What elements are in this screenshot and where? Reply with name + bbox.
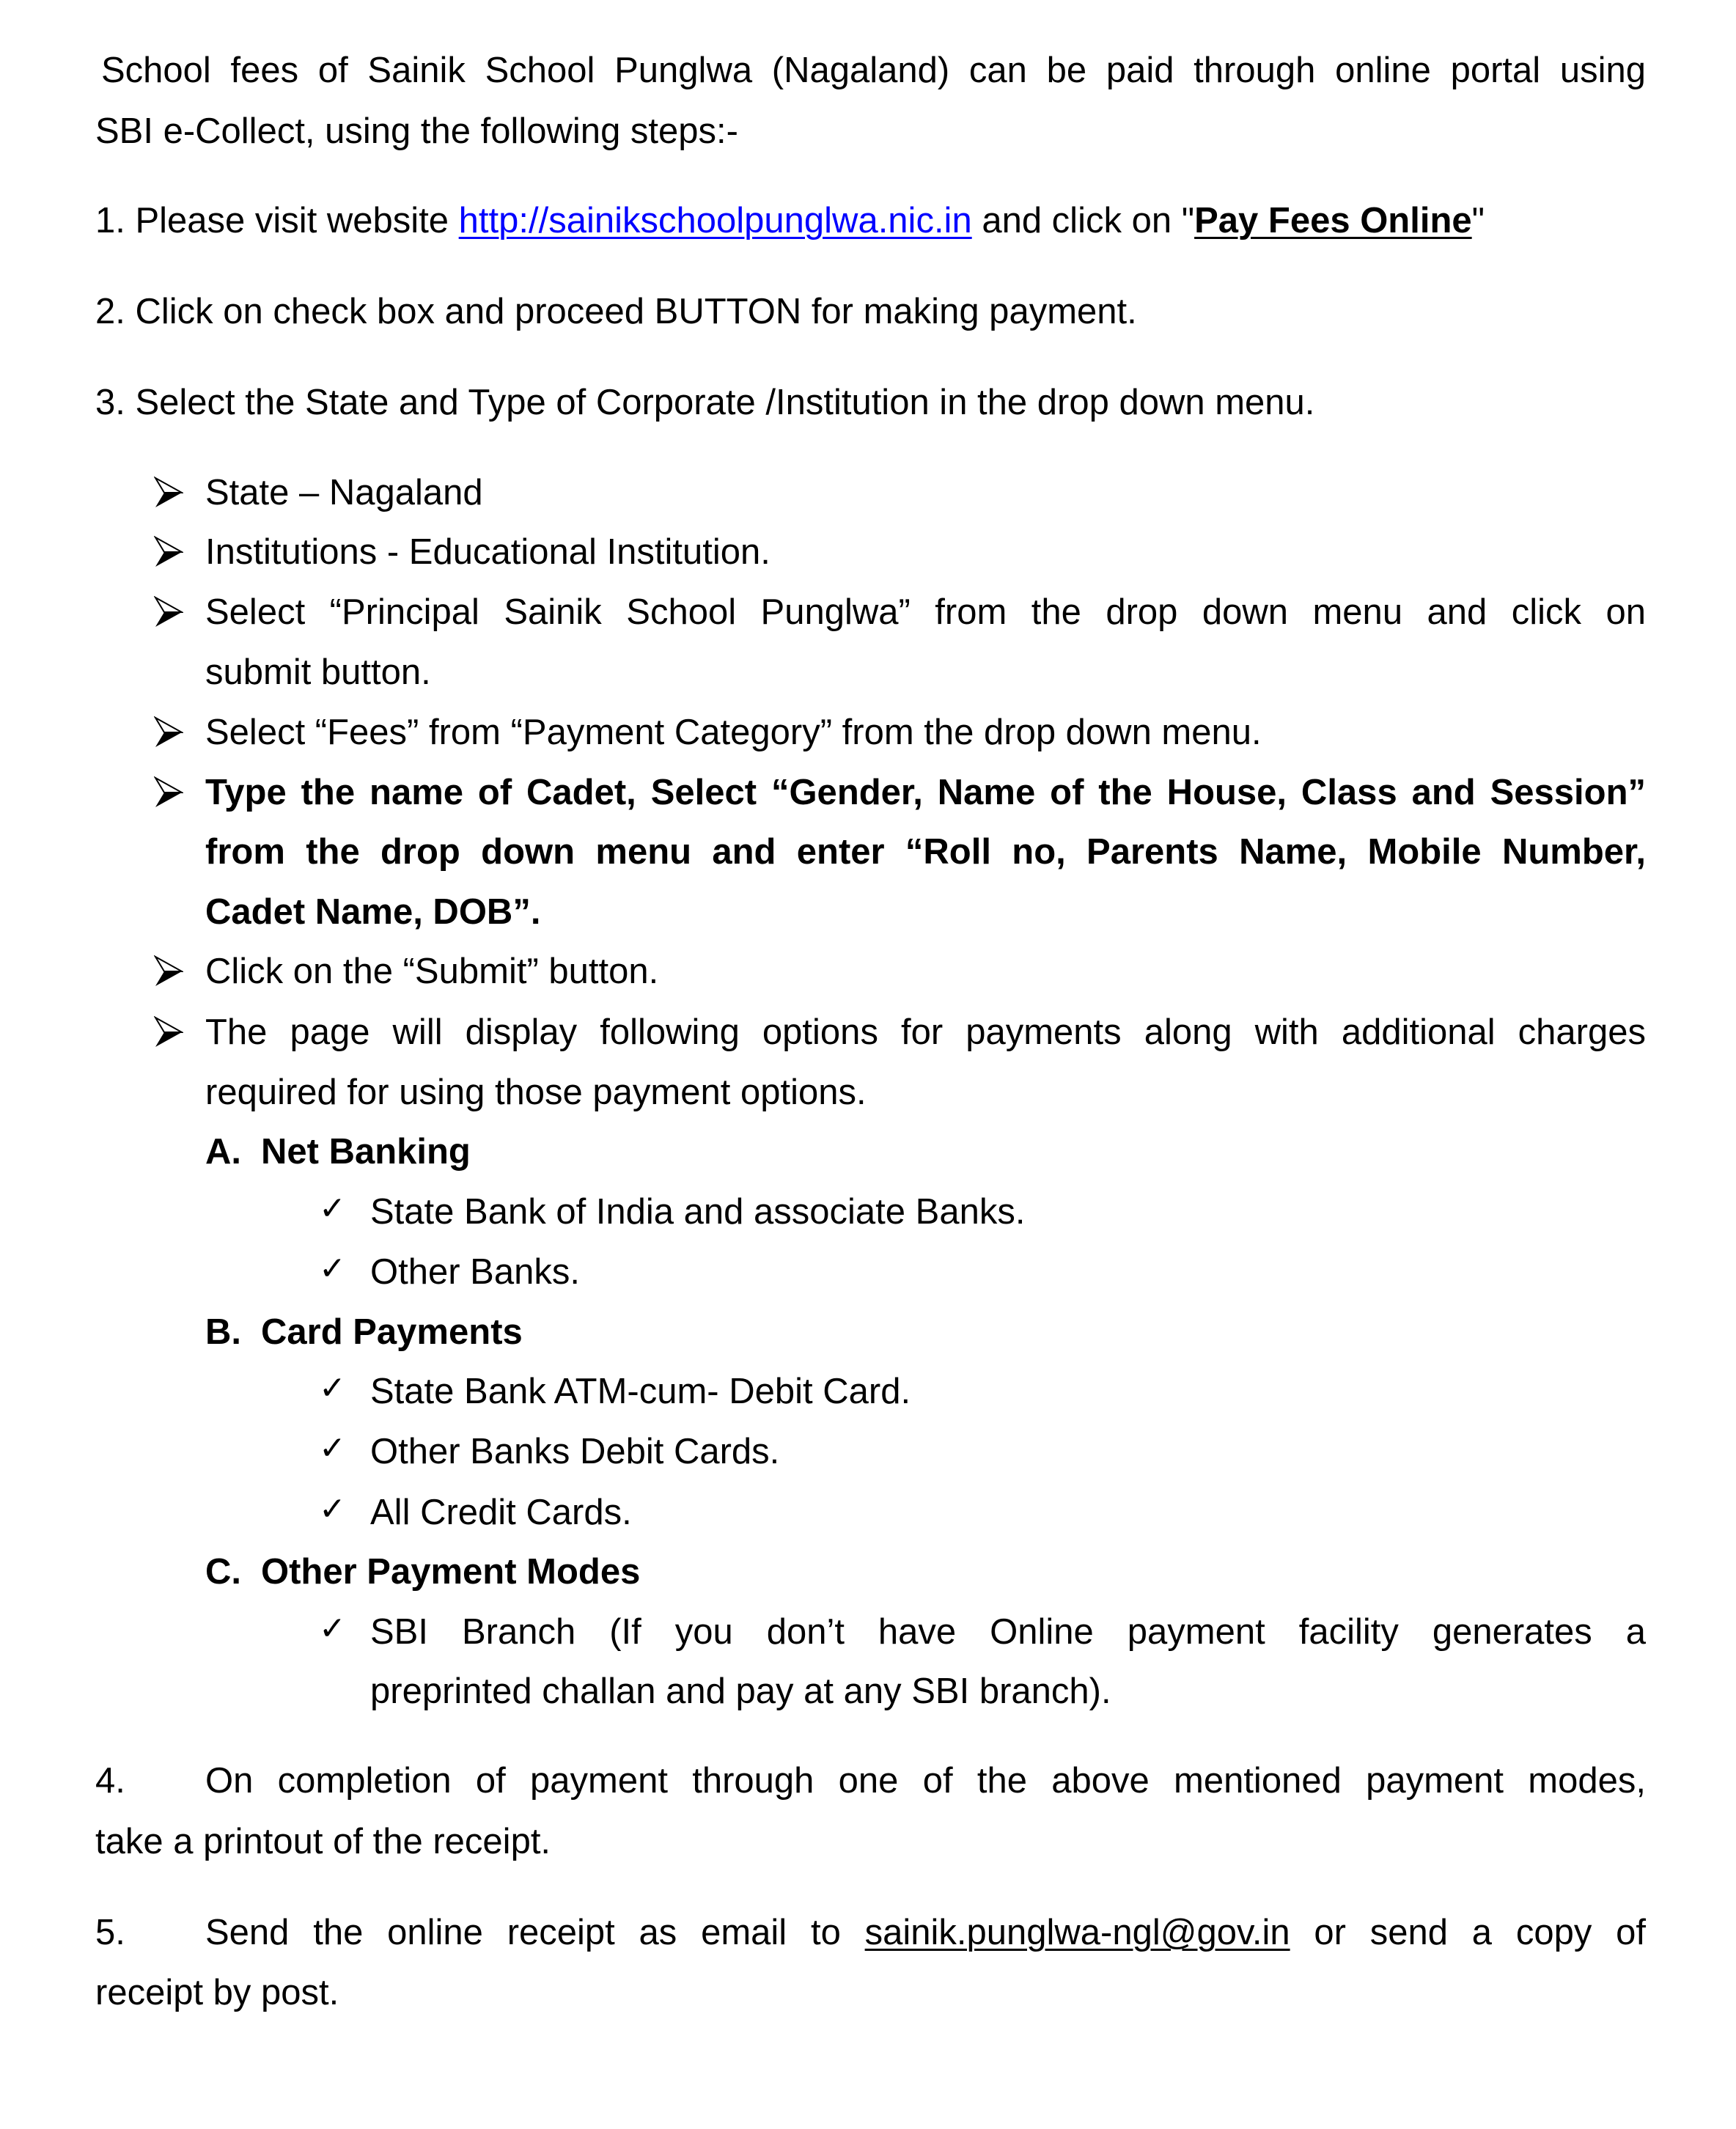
- bullet-select-principal-line-2: submit button.: [205, 652, 431, 692]
- option-c-heading: C. Other Payment Modes: [205, 1552, 641, 1592]
- option-b-item-2: Other Banks Debit Cards.: [370, 1432, 780, 1471]
- step-4-line-1: 4. On completion of payment through one of the above mentioned payment modes,: [95, 1759, 1646, 1803]
- bullet-click-submit: Click on the “Submit” button.: [205, 952, 659, 991]
- school-website-link[interactable]: http://sainikschoolpunglwa.nic.in: [458, 201, 972, 240]
- arrowhead-bullet-icon: [154, 955, 183, 988]
- pay-fees-online-link[interactable]: Pay Fees Online: [1194, 201, 1472, 240]
- step-1-middle: and click on ": [971, 201, 1195, 240]
- arrowhead-bullet-icon: [154, 596, 183, 628]
- checkmark-icon: ✓: [319, 1191, 346, 1227]
- option-a-item-1: State Bank of India and associate Banks.: [370, 1192, 1026, 1232]
- arrowhead-bullet-icon: [154, 1016, 183, 1048]
- step-1-prefix: 1. Please visit website: [95, 201, 459, 240]
- bullet-payment-options-line-1: The page will display following options for payments along with additional charges: [205, 1012, 1646, 1052]
- step-5-number: 5.: [95, 1913, 125, 1952]
- checkmark-icon: ✓: [319, 1611, 346, 1647]
- bullet-payment-options-line-2: required for using those payment options.: [205, 1073, 867, 1112]
- checkmark-icon: ✓: [319, 1491, 346, 1527]
- bullet-cadet-details-line-1: Type the name of Cadet, Select “Gender, Name of the House, Class and Session”: [205, 773, 1646, 812]
- step-5-line-1: 5. Send the online receipt as email to sainik.punglwa-ngl@gov.in or send a copy of: [95, 1911, 1646, 1955]
- option-c-item-1-line-2: preprinted challan and pay at any SBI branch).: [370, 1672, 1111, 1711]
- bullet-cadet-details-line-3: Cadet Name, DOB”.: [205, 892, 541, 932]
- checkmark-icon: ✓: [319, 1370, 346, 1406]
- option-b-item-3: All Credit Cards.: [370, 1493, 632, 1532]
- step-3: 3. Select the State and Type of Corporate /Institution in the drop down menu.: [95, 383, 1315, 422]
- arrowhead-bullet-icon: [154, 536, 183, 568]
- arrowhead-bullet-icon: [154, 716, 183, 749]
- step-2: 2. Click on check box and proceed BUTTON for making payment.: [95, 292, 1137, 331]
- option-b-heading: B. Card Payments: [205, 1312, 523, 1352]
- option-a-item-2: Other Banks.: [370, 1252, 580, 1292]
- email-link[interactable]: sainik.punglwa-ngl@gov.in: [864, 1913, 1290, 1952]
- bullet-select-fees: Select “Fees” from “Payment Category” from the drop down menu.: [205, 713, 1262, 752]
- intro-line-2: SBI e-Collect, using the following steps:-: [95, 111, 738, 151]
- checkmark-icon: ✓: [319, 1430, 346, 1466]
- option-a-heading: A. Net Banking: [205, 1132, 471, 1172]
- step-4-number: 4.: [95, 1761, 125, 1801]
- bullet-state: State – Nagaland: [205, 473, 483, 512]
- bullet-select-principal-line-1: Select “Principal Sainik School Punglwa” from the drop down menu and click on: [205, 592, 1646, 632]
- intro-line-1: School fees of Sainik School Punglwa (Nagaland) can be paid through online portal using: [101, 51, 1646, 90]
- checkmark-icon: ✓: [319, 1251, 346, 1287]
- step-4-line-2: take a printout of the receipt.: [95, 1822, 551, 1861]
- option-c-item-1-line-1: SBI Branch (If you don’t have Online payment facility generates a: [370, 1612, 1646, 1652]
- step-1: [95, 199, 1485, 243]
- bullet-institutions: Institutions - Educational Institution.: [205, 532, 770, 572]
- arrowhead-bullet-icon: [154, 776, 183, 809]
- bullet-cadet-details-line-2: from the drop down menu and enter “Roll no, Parents Name, Mobile Number,: [205, 832, 1646, 872]
- step-1-suffix: ": [1471, 201, 1485, 240]
- step-5-line-2: receipt by post.: [95, 1973, 339, 2012]
- arrowhead-bullet-icon: [154, 477, 183, 509]
- option-b-item-1: State Bank ATM-cum- Debit Card.: [370, 1372, 911, 1411]
